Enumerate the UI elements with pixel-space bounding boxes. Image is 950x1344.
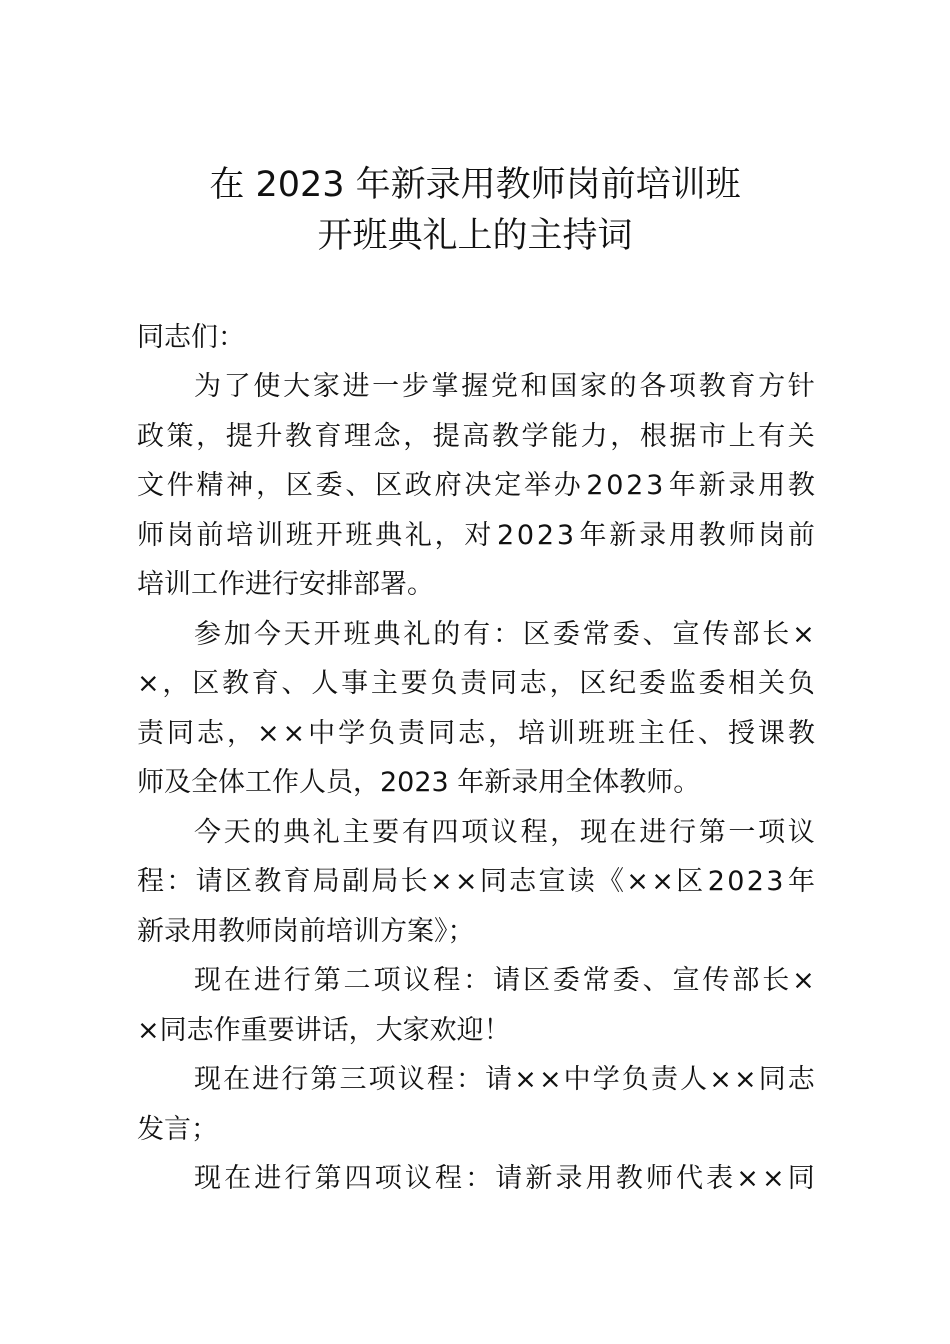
paragraph-line bbox=[137, 1105, 815, 1155]
paragraph-line bbox=[137, 808, 815, 858]
paragraph-line bbox=[137, 362, 815, 412]
paragraph-line bbox=[137, 659, 815, 709]
paragraph-line bbox=[137, 511, 815, 561]
line-text: ×同志作重要讲话，大家欢迎！ bbox=[137, 1014, 511, 1046]
line-text: 政 策 ， 提 升 教 育 理 念 ， 提 高 教 学 能 力 ， 根 据 市 上 有 关 bbox=[137, 420, 815, 452]
paragraph-line bbox=[137, 907, 815, 957]
paragraph-line bbox=[137, 1006, 815, 1056]
salutation: 同志们： bbox=[137, 322, 245, 353]
line-text: 现 在 进 行 第 二 项 议 程 ： 请 区 委 常 委 、 宣 传 部 长 × bbox=[194, 965, 815, 996]
line-text: 现 在 进 行 第 四 项 议 程 ： 请 新 录 用 教 师 代 表 × × 同 bbox=[194, 1163, 815, 1194]
body-text bbox=[137, 362, 815, 1204]
line-text: 师及全体工作人员，2023 年新录用全体教师。 bbox=[137, 767, 701, 798]
title-line-2: 开班典礼上的主持词 bbox=[317, 216, 633, 256]
paragraph-line bbox=[137, 560, 815, 610]
line-text: 师 岗 前 培 训 班 开 班 典 礼 ， 对 2 0 2 3 年 新 录 用 教 师 岗 前 bbox=[137, 519, 815, 551]
line-text: 参 加 今 天 开 班 典 礼 的 有 ： 区 委 常 委 、 宣 传 部 长 × bbox=[194, 618, 815, 650]
line-text: 新录用教师岗前培训方案》； bbox=[137, 915, 475, 947]
line-text: 培训工作进行安排部署。 bbox=[137, 569, 434, 600]
line-text: 今 天 的 典 礼 主 要 有 四 项 议 程 ， 现 在 进 行 第 一 项 议 bbox=[194, 816, 815, 848]
paragraph-line bbox=[137, 1154, 815, 1204]
line-text: 责 同 志 ， × × 中 学 负 责 同 志 ， 培 训 班 班 主 任 、 授 课 教 bbox=[137, 717, 815, 749]
line-text: 发言； bbox=[137, 1113, 218, 1145]
title-line-1: 在 2023 年新录用教师岗前培训班 bbox=[209, 165, 741, 205]
paragraph-line bbox=[137, 412, 815, 462]
line-text: × ， 区 教 育 、 人 事 主 要 负 责 同 志 ， 区 纪 委 监 委 相 关 负 bbox=[137, 668, 815, 699]
paragraph-line bbox=[137, 709, 815, 759]
paragraph-line bbox=[137, 1055, 815, 1105]
line-text: 现 在 进 行 第 三 项 议 程 ： 请 × × 中 学 负 责 人 × × 同 志 bbox=[194, 1064, 815, 1095]
line-text: 文 件 精 神 ， 区 委 、 区 政 府 决 定 举 办 2 0 2 3 年 新 录 用 教 bbox=[137, 470, 815, 501]
line-text: 程 ： 请 区 教 育 局 副 局 长 × × 同 志 宣 读 《 × × 区 2 0 2 3 年 bbox=[137, 866, 815, 897]
paragraph-line bbox=[137, 610, 815, 660]
paragraph-line bbox=[137, 857, 815, 907]
line-text: 为 了 使 大 家 进 一 步 掌 握 党 和 国 家 的 各 项 教 育 方 针 bbox=[194, 371, 815, 402]
document-title bbox=[0, 160, 950, 262]
paragraph-line bbox=[137, 758, 815, 808]
paragraph-line bbox=[137, 461, 815, 511]
paragraph-line bbox=[137, 956, 815, 1006]
